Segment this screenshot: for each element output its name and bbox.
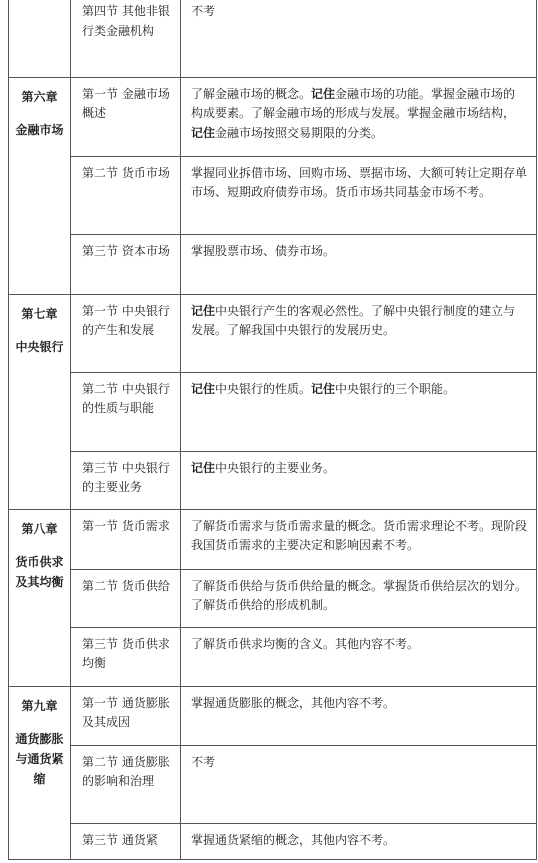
- section-cell: 第一节 通货膨胀及其成因: [71, 686, 181, 745]
- description-cell: [181, 823, 537, 859]
- section-cell: 第二节 货币市场: [71, 156, 181, 234]
- table-row: [9, 509, 537, 569]
- section-cell: 第三节 货币供求均衡: [71, 627, 181, 686]
- description-cell: [181, 451, 537, 509]
- chapter-title: 货币供求及其均衡: [15, 554, 64, 589]
- description-cell: [181, 509, 537, 569]
- emphasis-text: 记住: [311, 381, 336, 396]
- table-row: [9, 569, 537, 627]
- table-row: [9, 627, 537, 686]
- description-text: 中央银行产生的客观必然性。了解中央银行制度的建立与发展。了解我国中央银行的发展历史。: [191, 303, 516, 337]
- description-text: 中央银行的性质。: [215, 381, 312, 396]
- description-text: 掌握通货紧缩的概念，其他内容不考。: [191, 832, 396, 847]
- emphasis-text: 记住: [311, 86, 336, 101]
- description-text: 了解金融市场的概念。: [191, 86, 312, 101]
- description-text: 掌握同业拆借市场、回购市场、票据市场、大额可转让定期存单市场、短期政府债券市场。货币市场共同基金市场不考。: [191, 165, 528, 199]
- description-cell: [181, 294, 537, 372]
- chapter-cell: [9, 686, 71, 859]
- description-cell: [181, 627, 537, 686]
- table-row: [9, 77, 537, 156]
- syllabus-table: [8, 0, 537, 860]
- syllabus-table-body: [9, 0, 537, 859]
- description-cell: [181, 569, 537, 627]
- section-cell: 第二节 通货膨胀的影响和治理: [71, 745, 181, 823]
- description-cell: [181, 156, 537, 234]
- section-cell: 第一节 中央银行的产生和发展: [71, 294, 181, 372]
- chapter-cell: [9, 294, 71, 509]
- table-row: [9, 451, 537, 509]
- description-text: 金融市场按照交易期限的分类。: [215, 125, 384, 140]
- chapter-cell: [9, 77, 71, 294]
- table-row: [9, 745, 537, 823]
- description-cell: [181, 686, 537, 745]
- description-text: 中央银行的三个职能。: [335, 381, 456, 396]
- description-cell: [181, 372, 537, 451]
- description-cell: [181, 745, 537, 823]
- description-text: 了解货币供求均衡的含义。其他内容不考。: [191, 636, 420, 651]
- chapter-number: 第七章: [21, 306, 58, 321]
- table-row: [9, 294, 537, 372]
- chapter-cell: [9, 509, 71, 686]
- description-text: 中央银行的主要业务。: [215, 460, 336, 475]
- section-cell: 第四节 其他非银行类金融机构: [71, 0, 181, 77]
- description-text: 不考: [191, 4, 216, 18]
- description-cell: [181, 234, 537, 294]
- table-row: [9, 686, 537, 745]
- section-cell: 第二节 货币供给: [71, 569, 181, 627]
- emphasis-text: 记住: [191, 460, 216, 475]
- table-row: [9, 234, 537, 294]
- section-cell: 第三节 通货紧: [71, 823, 181, 859]
- description-text: 掌握股票市场、债券市场。: [191, 243, 336, 258]
- description-cell: [181, 0, 537, 77]
- description-text: 了解货币需求与货币需求量的概念。货币需求理论不考。现阶段我国货币需求的主要决定和影响因素不考。: [191, 518, 528, 552]
- chapter-title: 金融市场: [15, 122, 64, 137]
- table-row: [9, 823, 537, 859]
- description-text: 掌握通货膨胀的概念，其他内容不考。: [191, 695, 396, 710]
- emphasis-text: 记住: [191, 381, 216, 396]
- section-cell: 第一节 金融市场概述: [71, 77, 181, 156]
- chapter-title: 中央银行: [15, 339, 64, 354]
- section-cell: 第一节 货币需求: [71, 509, 181, 569]
- section-cell: 第三节 中央银行的主要业务: [71, 451, 181, 509]
- table-row: [9, 372, 537, 451]
- chapter-number: 第八章: [21, 521, 58, 536]
- description-text: 不考: [191, 754, 216, 769]
- chapter-title: 通货膨胀与通货紧缩: [15, 731, 64, 786]
- chapter-cell: [9, 0, 71, 77]
- emphasis-text: 记住: [191, 303, 216, 318]
- chapter-number: 第九章: [21, 698, 58, 713]
- table-row: [9, 0, 537, 77]
- description-text: 金融市场的功能。掌握金融市场的构成要素。了解金融市场的形成与发展。掌握金融市场结构，: [191, 86, 516, 120]
- section-cell: 第二节 中央银行的性质与职能: [71, 372, 181, 451]
- description-text: 了解货币供给与货币供给量的概念。掌握货币供给层次的划分。了解货币供给的形成机制。: [191, 578, 528, 612]
- chapter-number: 第六章: [21, 89, 58, 104]
- section-cell: 第三节 资本市场: [71, 234, 181, 294]
- emphasis-text: 记住: [191, 125, 216, 140]
- description-cell: [181, 77, 537, 156]
- table-row: [9, 156, 537, 234]
